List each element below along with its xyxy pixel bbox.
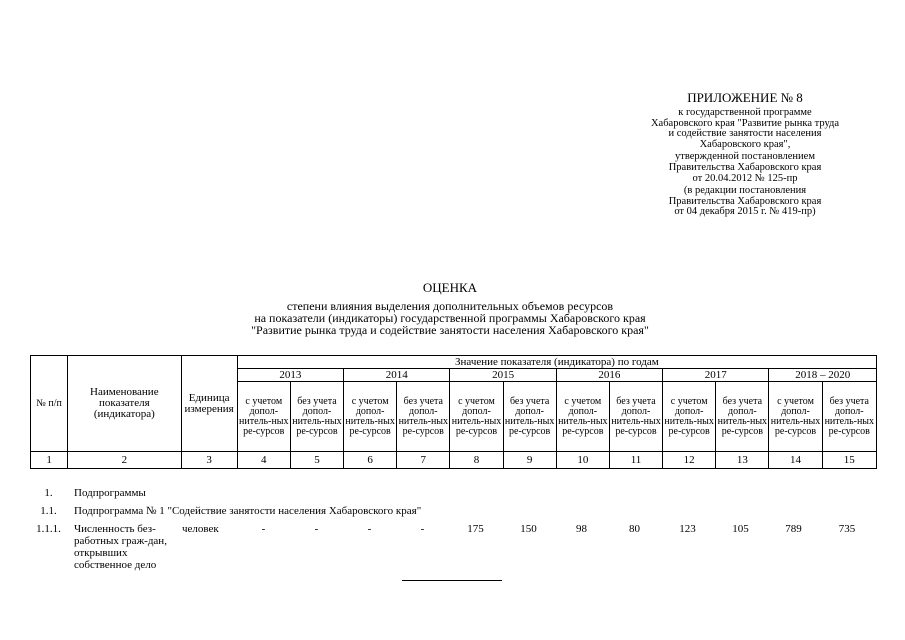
indicator-name: Численность без-работных граж-дан, открывших собственное дело xyxy=(74,523,167,571)
column-number: 11 xyxy=(609,452,662,469)
subheader-without-resources: без учета допол-нитель-ных ре-сурсов xyxy=(503,382,556,452)
separator-line xyxy=(402,580,502,581)
column-number: 14 xyxy=(769,452,822,469)
appendix-line: (в редакции постановления xyxy=(683,185,807,197)
subheader-with-resources: с учетом допол-нитель-ных ре-сурсов xyxy=(769,382,822,452)
column-number: 4 xyxy=(237,452,290,469)
value-cell: 123 xyxy=(679,523,696,535)
year-header: 2013 xyxy=(237,369,343,382)
subheader-without-resources: без учета допол-нитель-ных ре-сурсов xyxy=(290,382,343,452)
row-text: Подпрограмма № 1 "Содействие занятости населения Хабаровского края" xyxy=(74,505,422,517)
appendix-line: и содействие занятости населения xyxy=(668,128,822,140)
col-header-values: Значение показателя (индикатора) по годам xyxy=(237,356,876,369)
heading-line: на показатели (индикаторы) государственной программы Хабаровского края xyxy=(254,311,646,325)
row-number: 1.1.1. xyxy=(36,523,61,535)
value-cell: 98 xyxy=(576,523,587,535)
appendix-line: Хабаровского края", xyxy=(699,138,791,150)
column-number: 6 xyxy=(344,452,397,469)
column-number-row xyxy=(31,452,877,469)
value-cell: 80 xyxy=(629,523,640,535)
column-number: 10 xyxy=(556,452,609,469)
appendix-line: от 04 декабря 2015 г. № 419-пр) xyxy=(674,206,816,218)
column-number: 7 xyxy=(397,452,450,469)
column-number: 2 xyxy=(68,452,181,469)
document-heading xyxy=(150,280,750,336)
value-cell: 175 xyxy=(467,523,484,535)
value-cell: - xyxy=(314,523,319,535)
appendix-line: к государственной программе xyxy=(678,107,812,118)
subheader-with-resources: с учетом допол-нитель-ных ре-сурсов xyxy=(556,382,609,452)
indicators-table xyxy=(30,355,877,469)
value-cell: 735 xyxy=(838,523,856,535)
subheader-without-resources: без учета допол-нитель-ных ре-сурсов xyxy=(822,382,876,452)
appendix-line: Правительства Хабаровского края xyxy=(668,195,822,207)
year-header: 2016 xyxy=(556,369,662,382)
value-cell: - xyxy=(261,523,266,535)
row-number: 1.1. xyxy=(40,505,57,517)
row-text: Подпрограммы xyxy=(74,487,146,499)
value-cell: 150 xyxy=(520,523,537,535)
value-cell: 105 xyxy=(732,523,749,535)
value-cell: 789 xyxy=(785,523,802,535)
year-header: 2018 – 2020 xyxy=(769,369,877,382)
column-number: 15 xyxy=(822,452,876,469)
column-number: 13 xyxy=(716,452,769,469)
subheader-with-resources: с учетом допол-нитель-ных ре-сурсов xyxy=(344,382,397,452)
appendix-title: ПРИЛОЖЕНИЕ № 8 xyxy=(687,90,803,105)
col-header-name: Наименование показателя (индикатора) xyxy=(68,356,181,452)
col-header-unit: Единица измерения xyxy=(181,356,237,452)
year-header: 2015 xyxy=(450,369,556,382)
subheader-with-resources: с учетом допол-нитель-ных ре-сурсов xyxy=(237,382,290,452)
value-cell: - xyxy=(420,523,425,535)
appendix-line: Хабаровского края "Развитие рынка труда xyxy=(650,117,840,129)
column-number: 1 xyxy=(31,452,68,469)
subheader-with-resources: с учетом допол-нитель-ных ре-сурсов xyxy=(450,382,503,452)
subheader-without-resources: без учета допол-нитель-ных ре-сурсов xyxy=(397,382,450,452)
row-number: 1. xyxy=(44,487,53,499)
heading-line: степени влияния выделения дополнительных объемов ресурсов xyxy=(286,299,614,313)
heading-title: ОЦЕНКА xyxy=(422,280,478,295)
heading-line: "Развитие рынка труда и содействие занятости населения Хабаровского края" xyxy=(251,323,649,337)
column-number: 3 xyxy=(181,452,237,469)
appendix-line: Правительства Хабаровского края xyxy=(668,161,822,173)
appendix-line: утвержденной постановлением xyxy=(675,151,815,163)
col-header-number: № п/п xyxy=(31,356,68,452)
indicator-unit: человек xyxy=(182,523,219,535)
column-number: 9 xyxy=(503,452,556,469)
subheader-without-resources: без учета допол-нитель-ных ре-сурсов xyxy=(716,382,769,452)
year-header: 2014 xyxy=(344,369,450,382)
year-header: 2017 xyxy=(663,369,769,382)
subheader-without-resources: без учета допол-нитель-ных ре-сурсов xyxy=(609,382,662,452)
appendix-line: от 20.04.2012 № 125-пр xyxy=(692,172,798,184)
column-number: 5 xyxy=(290,452,343,469)
appendix-block xyxy=(600,90,890,218)
column-number: 8 xyxy=(450,452,503,469)
value-cell: - xyxy=(367,523,372,535)
subheader-with-resources: с учетом допол-нитель-ных ре-сурсов xyxy=(663,382,716,452)
column-number: 12 xyxy=(663,452,716,469)
